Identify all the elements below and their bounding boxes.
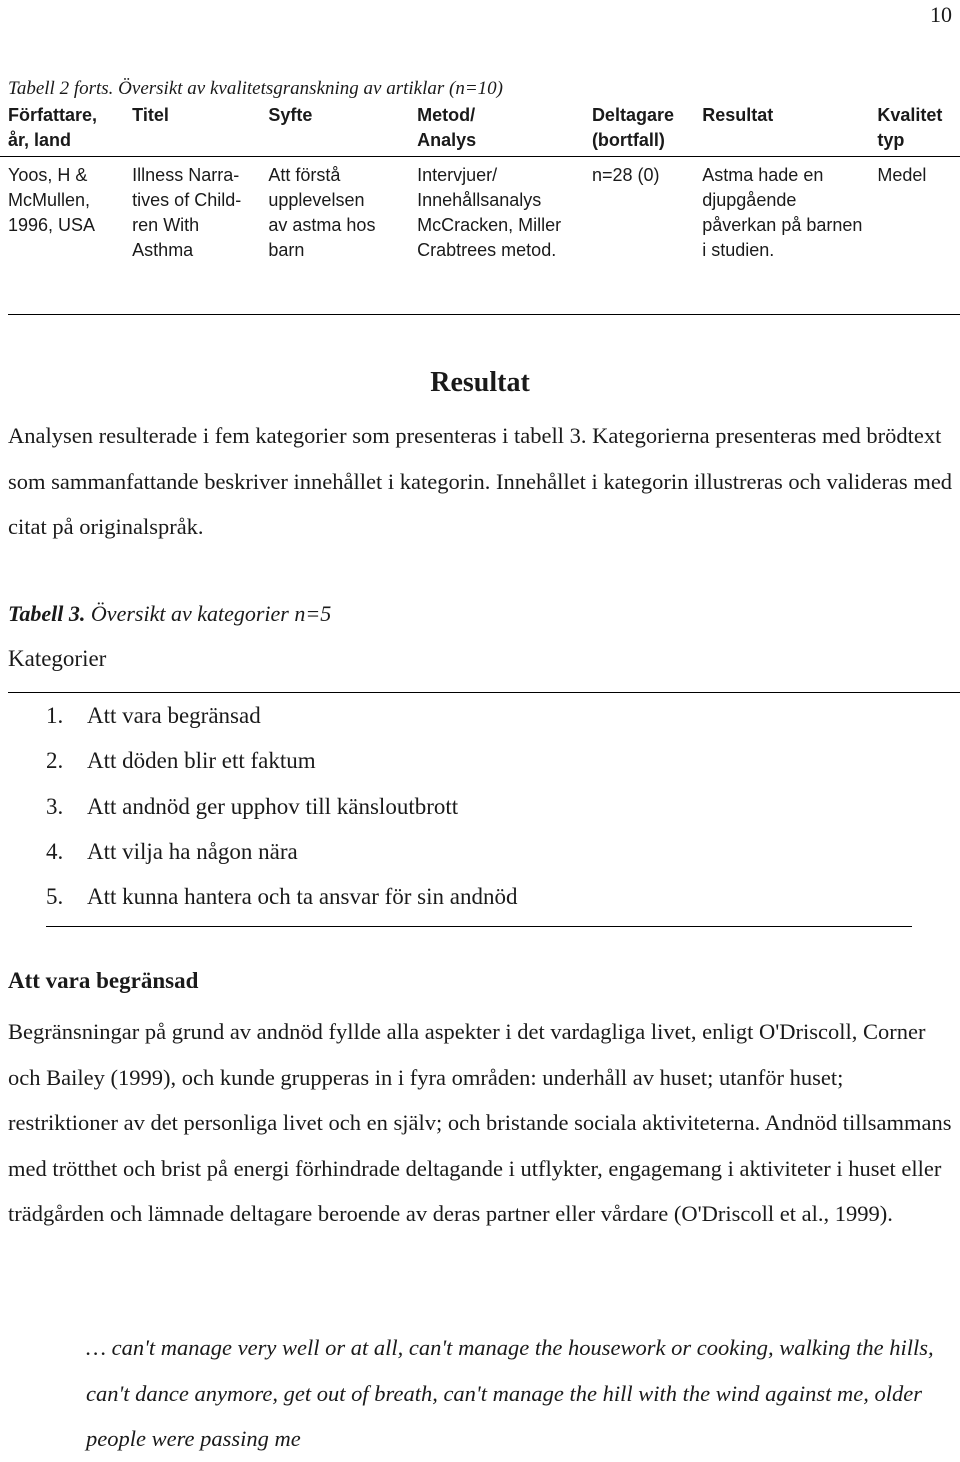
table2-bottom-rule bbox=[8, 314, 960, 315]
category-number: 5. bbox=[46, 884, 64, 910]
category-label: Att döden blir ett faktum bbox=[87, 748, 316, 774]
category-label: Att andnöd ger upphov till känsloutbrott bbox=[87, 793, 459, 819]
category-label: Att kunna hantera och ta ansvar för sin andnöd bbox=[87, 884, 518, 910]
categories-header: Kategorier bbox=[8, 646, 107, 671]
table3-bottom-rule bbox=[46, 926, 912, 927]
category-label: Att vilja ha någon nära bbox=[87, 838, 298, 864]
table3-caption-text: Översikt av kategorier n=5 bbox=[90, 601, 332, 626]
cell-quality: Medel bbox=[877, 165, 927, 185]
col-header-author: Författare, år, land bbox=[0, 103, 132, 157]
table2-caption-text: Översikt av kvalitetsgranskning av artiklar (n=10) bbox=[118, 78, 503, 99]
col-header-participants: Deltagare (bortfall) bbox=[592, 103, 702, 157]
col-header-title: Titel bbox=[132, 103, 268, 157]
table-header-row bbox=[0, 103, 960, 157]
resultat-heading: Resultat bbox=[430, 367, 530, 398]
table2-caption-label: Tabell 2 forts. bbox=[8, 78, 114, 99]
category-list bbox=[46, 693, 517, 919]
cell-purpose: Att förstå upplevelsen av astma hos barn bbox=[268, 165, 376, 260]
category-number: 4. bbox=[46, 838, 64, 864]
resultat-intro-paragraph: Analysen resulterade i fem kategorier som presenteras i tabell 3. Kategorierna presenteras med brödtext som sammanfattande beskriver innehållet i kategorin. Innehållet i kategorin illustreras och valideras med citat på originalspråk. bbox=[8, 423, 953, 539]
section-heading: Att vara begränsad bbox=[8, 968, 199, 993]
table-row bbox=[0, 157, 960, 264]
quality-review-table bbox=[0, 103, 960, 263]
table3-caption-label: Tabell 3. bbox=[8, 601, 86, 626]
list-item bbox=[46, 784, 517, 829]
col-header-purpose: Syfte bbox=[268, 103, 417, 157]
cell-author: Yoos, H & McMullen, 1996, USA bbox=[8, 165, 96, 235]
table2-caption bbox=[8, 78, 503, 100]
category-label: Att vara begränsad bbox=[87, 703, 261, 728]
col-header-quality: Kvalitet typ bbox=[877, 103, 960, 157]
list-item bbox=[46, 874, 517, 919]
col-header-method: Metod/ Analys bbox=[417, 103, 592, 157]
page-number: 10 bbox=[930, 2, 952, 27]
list-item bbox=[46, 738, 517, 783]
table3-caption bbox=[8, 601, 331, 627]
cell-participants: n=28 (0) bbox=[591, 165, 660, 185]
section-body-paragraph: Begränsningar på grund av andnöd fyllde alla aspekter i det vardagliga livet, enligt O'Driscoll, Corner och Bailey (1999), och kunde grupperas in i fyra områden: underhåll av huset; utanför huset; restriktioner av det personliga livet och en själv; och bristande sociala aktiviteterna. Andnöd tillsammans med trötthet och brist på energi förhindrade deltagande i utflykter, engagemang i aktiviteter i huset eller trädgården och lämnade deltagare beroende av deras partner eller vårdare (O'Driscoll et al., 1999). bbox=[8, 1019, 952, 1226]
cell-title: Illness Narra- tives of Child- ren With Asthma bbox=[132, 165, 242, 260]
list-item bbox=[46, 693, 517, 738]
category-number: 3. bbox=[46, 793, 64, 819]
category-number: 2. bbox=[46, 748, 64, 774]
block-quote: … can't manage very well or at all, can't manage the housework or cooking, walking the hills, can't dance anymore, get out of breath, can't manage the hill with the wind against me, older people were passing me bbox=[86, 1335, 934, 1451]
col-header-result: Resultat bbox=[702, 103, 877, 157]
category-number: 1. bbox=[46, 703, 64, 728]
list-item bbox=[46, 829, 517, 874]
cell-result: Astma hade en djupgående påverkan på barnen i studien. bbox=[702, 165, 863, 260]
cell-method: Intervjuer/ Innehållsanalys McCracken, Miller Crabtrees metod. bbox=[417, 165, 562, 260]
